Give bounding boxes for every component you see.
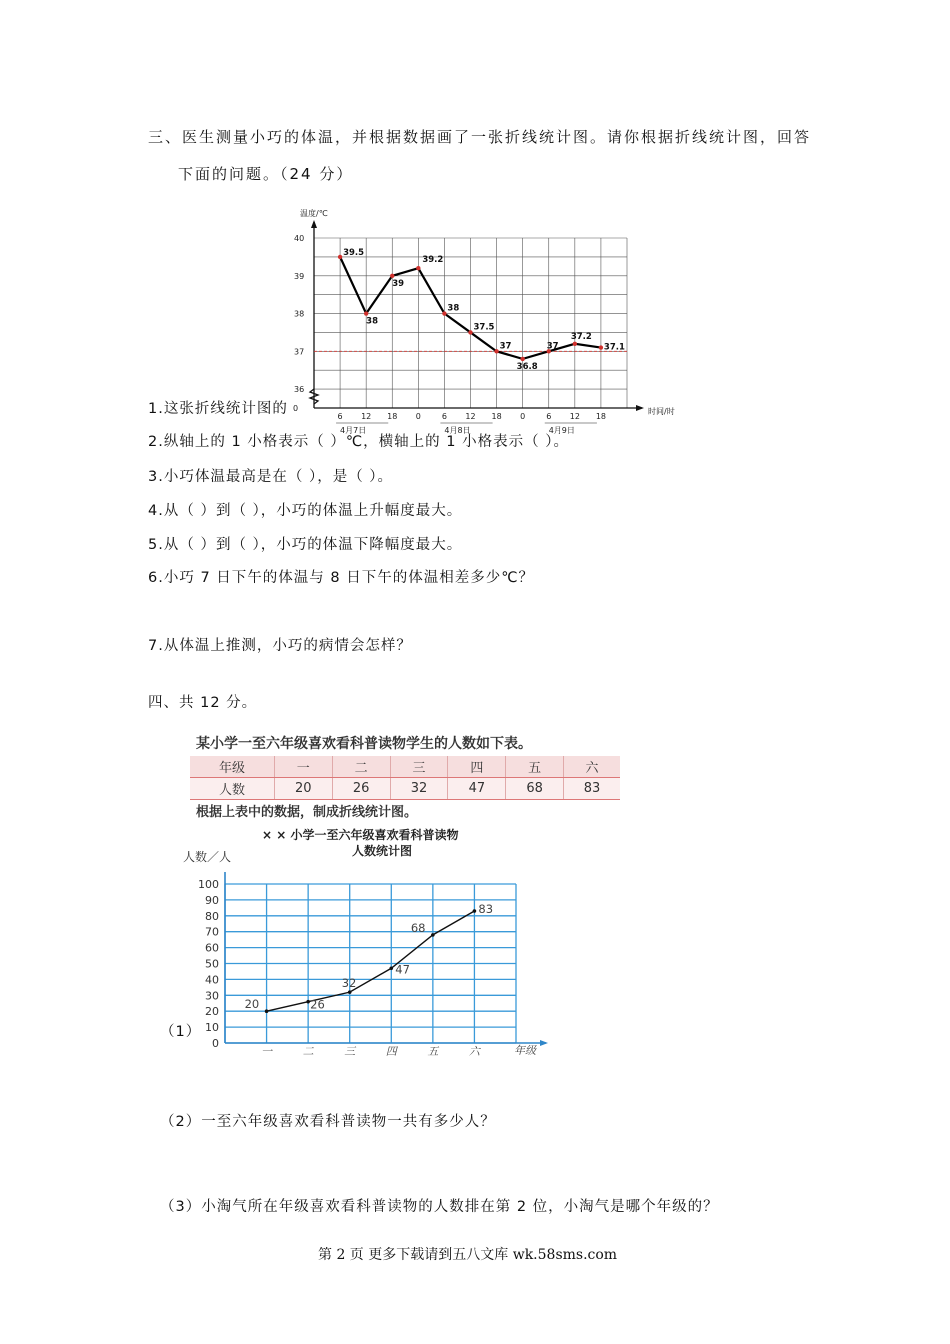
x-tick-label: 二: [302, 1045, 314, 1058]
x-tick-label: 18: [387, 412, 398, 421]
data-point: [389, 966, 393, 970]
x-tick-label: 五: [427, 1045, 439, 1058]
data-label: 37: [499, 341, 512, 352]
day-label: 4月8日: [444, 426, 471, 435]
table-value-cell: 20: [274, 778, 332, 800]
x-tick-label: 6: [441, 412, 447, 421]
day-label: 4月9日: [548, 426, 575, 435]
table-value-cell: 26: [332, 778, 390, 800]
y-tick-label: 90: [205, 893, 219, 907]
table-value-cell: 83: [564, 778, 620, 800]
chart2-title-line1: × × 小学一至六年级喜欢看科普读物: [262, 828, 459, 842]
chart2-title-line2: 人数统计图: [352, 844, 413, 858]
part1-label: （1）: [160, 1024, 202, 1040]
readers-line-chart: [180, 848, 560, 1060]
question-7: 7.从体温上推测，小巧的病情会怎样？: [148, 638, 412, 654]
data-label: 20: [244, 997, 260, 1012]
table-header-cell: 六: [564, 756, 620, 778]
section3-title-line2: 下面的问题。（24 分）: [178, 165, 354, 183]
y-tick-label: 38: [294, 309, 305, 319]
data-label: 39: [392, 278, 405, 289]
table-header-cell: 一: [274, 756, 332, 778]
data-point: [494, 349, 498, 353]
question-2: 2.纵轴上的 1 小格表示（ ）℃，横轴上的 1 小格表示（ ）。: [148, 434, 569, 450]
data-label: 37.2: [570, 331, 592, 342]
data-point: [364, 311, 368, 315]
x-tick-label: 三: [344, 1045, 356, 1058]
x-tick-label: 6: [546, 412, 552, 421]
table-header-cell: 二: [332, 756, 390, 778]
x-tick-label: 一: [261, 1045, 273, 1058]
data-label: 68: [410, 920, 426, 935]
table-value-cell: 32: [390, 778, 448, 800]
section4-title: 四、共 12 分。: [148, 695, 258, 711]
readers-x-axis-label: 年级: [514, 1044, 536, 1057]
x-tick-label: 12: [361, 412, 372, 421]
y-tick-label: 37: [294, 347, 305, 357]
data-point: [338, 255, 342, 259]
y-tick-label: 40: [294, 234, 305, 243]
data-label: 83: [478, 902, 494, 917]
readers-y-axis-label: 人数／人: [183, 850, 232, 864]
question-6: 6.小巧 7 日下午的体温与 8 日下午的体温相差多少℃？: [148, 570, 535, 586]
table-value-row: [190, 778, 620, 800]
y-tick-label: 100: [198, 878, 219, 891]
table-value-cell: 68: [506, 778, 564, 800]
data-point: [468, 330, 472, 334]
x-tick-label: 12: [465, 412, 476, 421]
data-label: 47: [395, 962, 410, 977]
table-header-cell: 五: [506, 756, 564, 778]
table-header-cell: 三: [390, 756, 448, 778]
data-point: [442, 311, 446, 315]
question-3: 3.小巧体温最高是在（ ），是（ ）。: [148, 469, 394, 485]
page-footer: 第 2 页 更多下载请到五八文库 wk.58sms.com: [318, 1247, 618, 1263]
temperature-chart-grid: [314, 238, 627, 408]
data-label: 36.8: [516, 361, 538, 372]
x-tick-label: 18: [491, 412, 502, 421]
day-label: 4月7日: [340, 426, 367, 435]
data-point: [520, 357, 524, 361]
temperature-line-chart: [285, 200, 675, 440]
y-tick-label: 60: [205, 941, 219, 955]
y-tick-label: 0: [212, 1037, 219, 1050]
section3-title-line1: 三、医生测量小巧的体温，并根据数据画了一张折线统计图。请你根据折线统计图，回答: [148, 128, 812, 146]
readers-line: [267, 911, 475, 1011]
temperature-zero-label: 0: [293, 404, 299, 413]
question-4: 4.从（ ）到（ ），小巧的体温上升幅度最大。: [148, 503, 463, 519]
reading-count-table: [190, 756, 620, 800]
table-header-row: [190, 756, 620, 778]
x-tick-label: 0: [415, 412, 421, 421]
data-point: [431, 933, 435, 937]
temperature-x-axis-label: 时间/时: [648, 407, 675, 416]
y-tick-label: 36: [294, 385, 305, 395]
table-value-cell: 47: [448, 778, 506, 800]
readers-chart-axes: [225, 872, 548, 1046]
y-tick-label: 40: [205, 973, 219, 987]
part2-question: （2）一至六年级喜欢看科普读物一共有多少人？: [160, 1114, 496, 1130]
x-axis-arrow: [636, 405, 644, 411]
readers-chart-grid: [225, 884, 516, 1043]
data-label: 37: [546, 341, 559, 352]
table-caption: 某小学一至六年级喜欢看科普读物学生的人数如下表。: [196, 736, 532, 752]
data-label: 37.1: [603, 342, 625, 353]
y-axis-arrow: [311, 220, 317, 228]
temperature-y-axis-label: 温度/℃: [300, 209, 328, 218]
data-label: 39.5: [343, 247, 365, 258]
data-point: [599, 345, 603, 349]
x-tick-label: 12: [569, 412, 580, 421]
data-label: 39.2: [422, 255, 444, 266]
table-header-cell: 年级: [190, 756, 274, 778]
y-tick-label: 20: [205, 1005, 219, 1019]
data-point: [265, 1009, 269, 1013]
x-tick-label: 六: [468, 1045, 480, 1058]
data-label: 38: [366, 316, 379, 327]
data-label: 38: [447, 303, 460, 314]
x-tick-label: 0: [520, 412, 526, 421]
data-point: [348, 990, 352, 994]
data-label: 37.5: [473, 322, 495, 333]
y-tick-label: 39: [294, 271, 305, 281]
table-instruction: 根据上表中的数据，制成折线统计图。: [196, 805, 418, 820]
y-tick-label: 50: [205, 957, 219, 971]
table-header-cell: 四: [448, 756, 506, 778]
question-1: 1.这张折线统计图的: [148, 397, 290, 418]
part3-question: （3）小淘气所在年级喜欢看科普读物的人数排在第 2 位，小淘气是哪个年级的？: [160, 1199, 719, 1215]
y-tick-label: 80: [205, 909, 219, 923]
x-tick-label: 四: [385, 1045, 397, 1058]
data-label: 32: [341, 976, 357, 991]
data-label: 26: [310, 997, 325, 1012]
x-axis-arrow: [540, 1040, 548, 1046]
data-point: [390, 274, 394, 278]
data-point: [573, 342, 577, 346]
data-point: [416, 266, 420, 270]
x-tick-label: 18: [595, 412, 607, 421]
x-tick-label: 6: [337, 412, 343, 421]
y-tick-label: 70: [205, 925, 219, 939]
table-row-label: 人数: [190, 778, 274, 800]
y-tick-label: 10: [205, 1021, 219, 1035]
y-tick-label: 30: [205, 989, 219, 1003]
question-5: 5.从（ ）到（ ），小巧的体温下降幅度最大。: [148, 537, 463, 553]
data-point: [473, 909, 477, 913]
